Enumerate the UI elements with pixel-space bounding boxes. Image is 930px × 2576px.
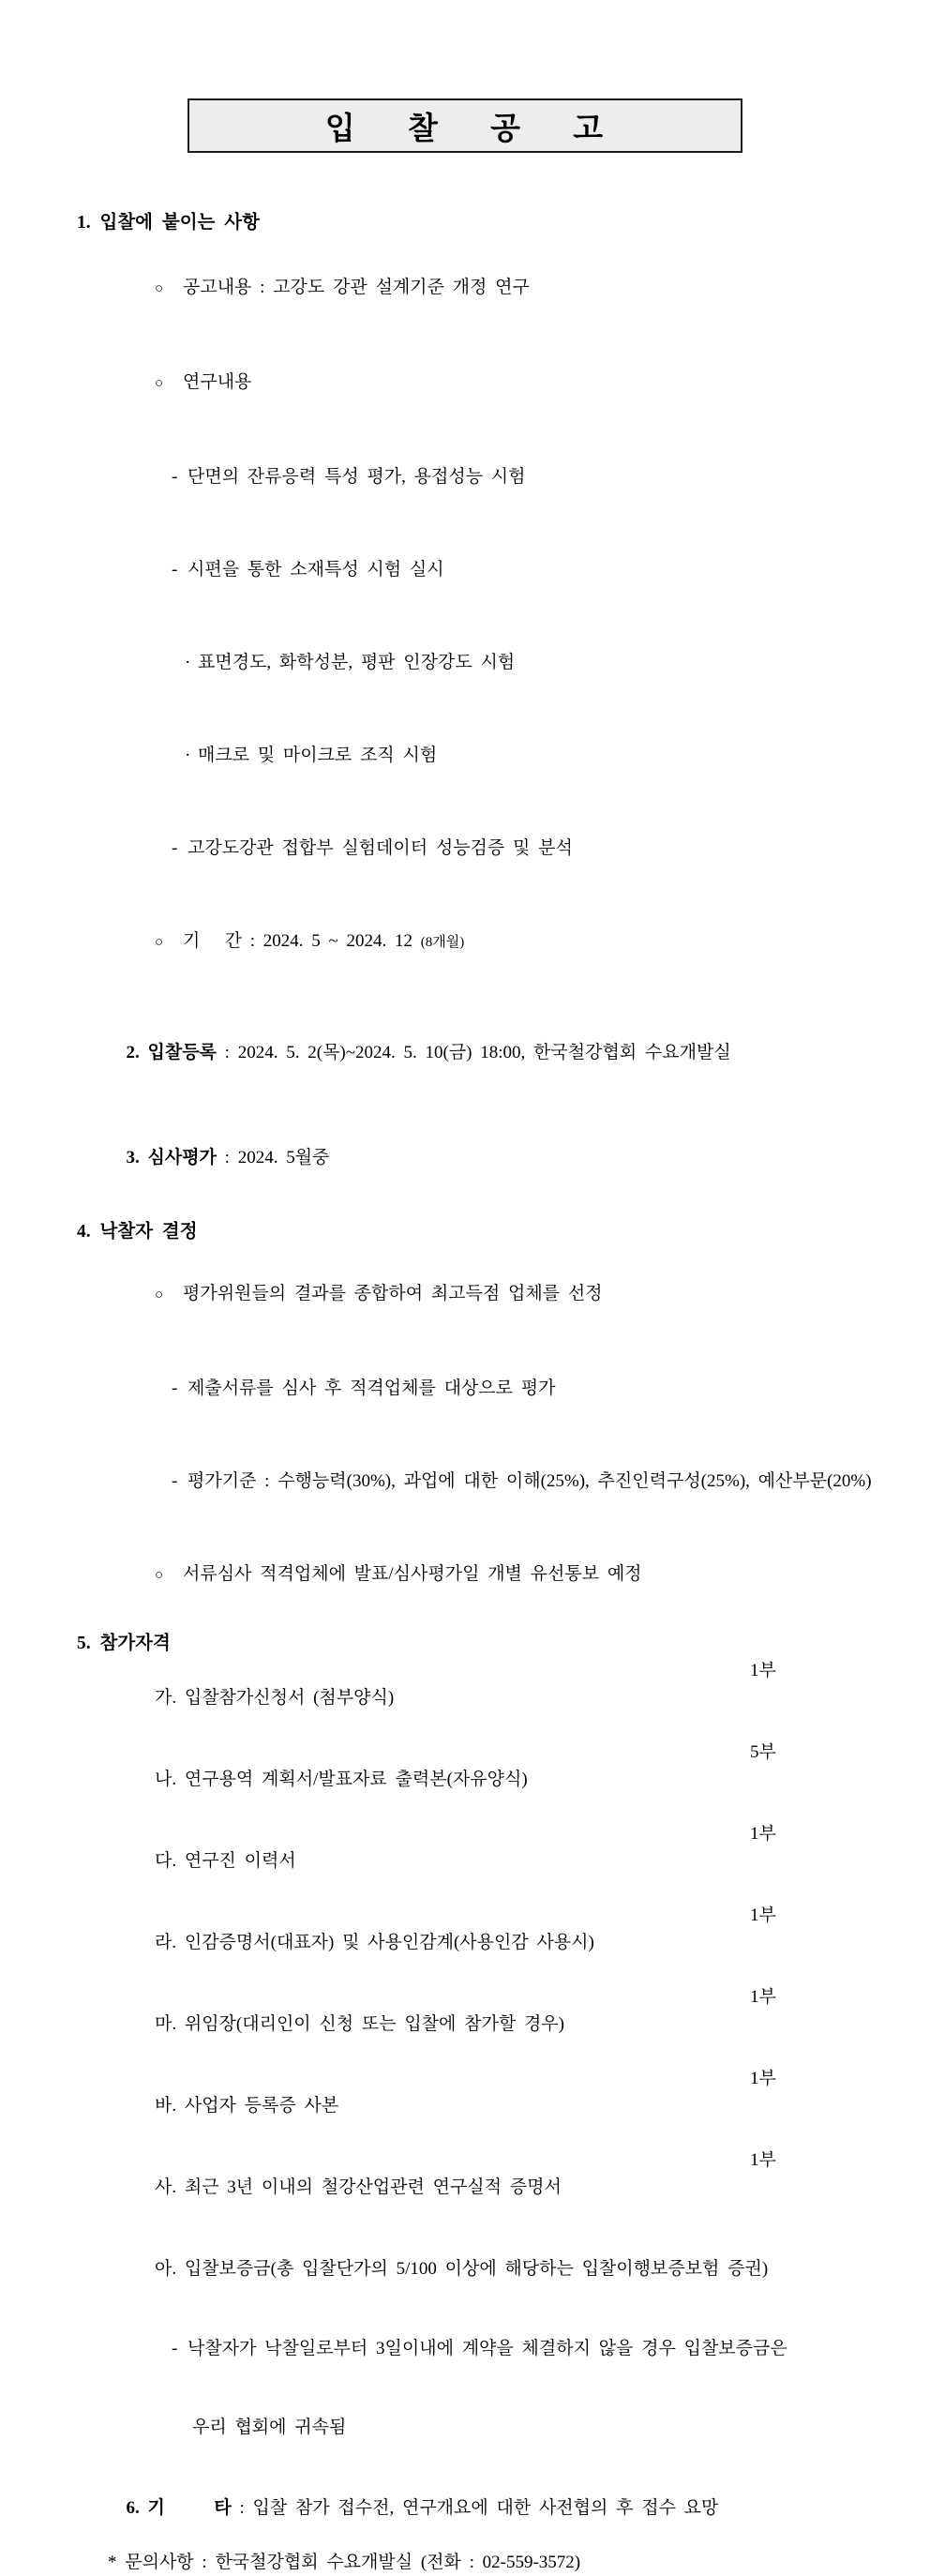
attachment-row-bid-bond <box>77 2228 911 2310</box>
attachment-row <box>77 1820 911 1902</box>
dot-bullet-icon: · <box>185 746 191 765</box>
dash-bullet-icon: - <box>172 560 178 580</box>
circle-bullet-icon: ○ <box>155 376 164 391</box>
attachment-count: 5부 <box>750 1742 776 1762</box>
section1-heading: 1. 입찰에 붙이는 사항 <box>77 213 260 233</box>
s4-item-selection <box>77 1247 911 1342</box>
s1-item-research-content <box>77 336 911 430</box>
attachment-row <box>77 1739 911 1820</box>
separator: : <box>231 2498 253 2518</box>
section6-value: 입찰 참가 접수전, 연구개요에 대한 사전협의 후 접수 요망 <box>252 2498 719 2518</box>
section6-etc <box>77 2467 911 2549</box>
dash-bullet-icon: - <box>172 2339 178 2358</box>
attachment-row <box>77 2065 911 2147</box>
attachment-count: 1부 <box>750 1661 776 1680</box>
section3-value: 2024. 5월중 <box>237 1148 330 1167</box>
s4-item-notification <box>77 1528 911 1622</box>
separator: : <box>216 1148 238 1167</box>
note-text: 우리 협회에 귀속됨 <box>192 2418 347 2437</box>
document-content <box>0 207 930 2576</box>
section5-items <box>77 1657 911 2467</box>
section2-label: 2. 입찰등록 <box>126 1043 217 1062</box>
attachment-count: 1부 <box>750 1824 776 1844</box>
attachment-label: 나. 연구용역 계획서/발표자료 출력본(자유양식) <box>155 1770 528 1789</box>
item-text: 표면경도, 화학성분, 평판 인장강도 시험 <box>198 653 516 672</box>
attachment-count: 1부 <box>750 2150 776 2170</box>
item-text: 시편을 통한 소재특성 시험 실시 <box>188 560 444 580</box>
section2-registration <box>77 1006 911 1099</box>
circle-bullet-icon: ○ <box>155 935 164 950</box>
attachment-row <box>77 2147 911 2228</box>
s1-subsubitem-macro-micro <box>77 709 911 802</box>
circle-bullet-icon: ○ <box>155 281 164 296</box>
separator: : <box>216 1043 238 1062</box>
item-text: 기 간 : 2024. 5 ~ 2024. 12 <box>183 931 421 951</box>
section3-evaluation-date <box>77 1111 911 1204</box>
section3-label: 3. 심사평가 <box>126 1148 217 1167</box>
item-text: 평가기준 : 수행능력(30%), 과업에 대한 이해(25%), 추진인력구성(25%), 예산부문(20%) <box>188 1471 872 1491</box>
attachment-row <box>77 1657 911 1739</box>
s4-subitem-criteria <box>77 1435 911 1528</box>
item-text: 서류심사 적격업체에 발표/심사평가일 개별 유선통보 예정 <box>183 1564 642 1584</box>
s1-subsubitem-hardness <box>77 616 911 709</box>
attachment-count: 1부 <box>750 1906 776 1925</box>
s1-subitem-joint-verification <box>77 802 911 895</box>
attachment-count: 1부 <box>750 2069 776 2088</box>
circle-bullet-icon: ○ <box>155 1568 164 1583</box>
note-text: 낙찰자가 낙찰일로부터 3일이내에 계약을 체결하지 않을 경우 입찰보증금은 <box>188 2339 788 2358</box>
document-page <box>0 98 930 2572</box>
attachment-count: 1부 <box>750 1987 776 2007</box>
bid-bond-note-line1 <box>77 2310 911 2388</box>
document-title: 입 찰 공 고 <box>324 112 606 146</box>
item-text: 제출서류를 심사 후 적격업체를 대상으로 평가 <box>188 1378 556 1398</box>
attachment-row <box>77 1902 911 1983</box>
s1-subitem-residual-stress <box>77 430 911 523</box>
section2-value: 2024. 5. 2(목)~2024. 5. 10(금) 18:00, 한국철강협회 수요개발실 <box>237 1043 731 1062</box>
s1-item-announcement <box>77 241 911 336</box>
circle-bullet-icon: ○ <box>155 1288 164 1303</box>
s1-item-period <box>77 895 911 989</box>
item-text: 고강도강관 접합부 실험데이터 성능검증 및 분석 <box>188 838 573 858</box>
attachment-label: 사. 최근 3년 이내의 철강산업관련 연구실적 증명서 <box>155 2177 562 2197</box>
attachment-label: 마. 위임장(대리인이 신청 또는 입찰에 참가할 경우) <box>155 2014 564 2034</box>
section1-items <box>77 241 911 989</box>
section5-heading: 5. 참가자격 <box>77 1634 171 1653</box>
attachment-label: 다. 연구진 이력서 <box>155 1851 296 1871</box>
attachment-label: 라. 인감증명서(대표자) 및 사용인감계(사용인감 사용시) <box>155 1933 594 1952</box>
bid-bond-note-line2 <box>77 2388 911 2467</box>
item-text: 연구내용 <box>183 372 252 392</box>
s4-subitem-screening <box>77 1342 911 1435</box>
section4-heading: 4. 낙찰자 결정 <box>77 1222 198 1242</box>
item-text: 공고내용 : 고강도 강관 설계기준 개정 연구 <box>183 278 530 297</box>
dash-bullet-icon: - <box>172 467 178 487</box>
item-text: 단면의 잔류응력 특성 평가, 용접성능 시험 <box>188 467 526 487</box>
dash-bullet-icon: - <box>172 1471 178 1491</box>
attachment-label: 아. 입찰보증금(총 입찰단가의 5/100 이상에 해당하는 입찰이행보증보험 증권) <box>155 2259 769 2279</box>
contact-line: * 문의사항 : 한국철강협회 수요개발실 (전화 : 02-559-3572) <box>108 2553 581 2572</box>
attachment-label: 가. 입찰참가신청서 (첨부양식) <box>155 1688 395 1708</box>
item-text: 평가위원들의 결과를 종합하여 최고득점 업체를 선정 <box>183 1284 603 1303</box>
dash-bullet-icon: - <box>172 1378 178 1398</box>
section4-items <box>77 1247 911 1622</box>
period-duration-note: (8개월) <box>420 935 465 950</box>
attachment-row <box>77 1983 911 2065</box>
title-box <box>188 98 742 153</box>
attachment-label: 바. 사업자 등록증 사본 <box>155 2096 339 2116</box>
dot-bullet-icon: · <box>185 653 191 672</box>
s1-subitem-specimen-test <box>77 523 911 616</box>
dash-bullet-icon: - <box>172 838 178 858</box>
section6-label: 6. 기 타 <box>126 2498 232 2518</box>
item-text: 매크로 및 마이크로 조직 시험 <box>198 746 438 765</box>
